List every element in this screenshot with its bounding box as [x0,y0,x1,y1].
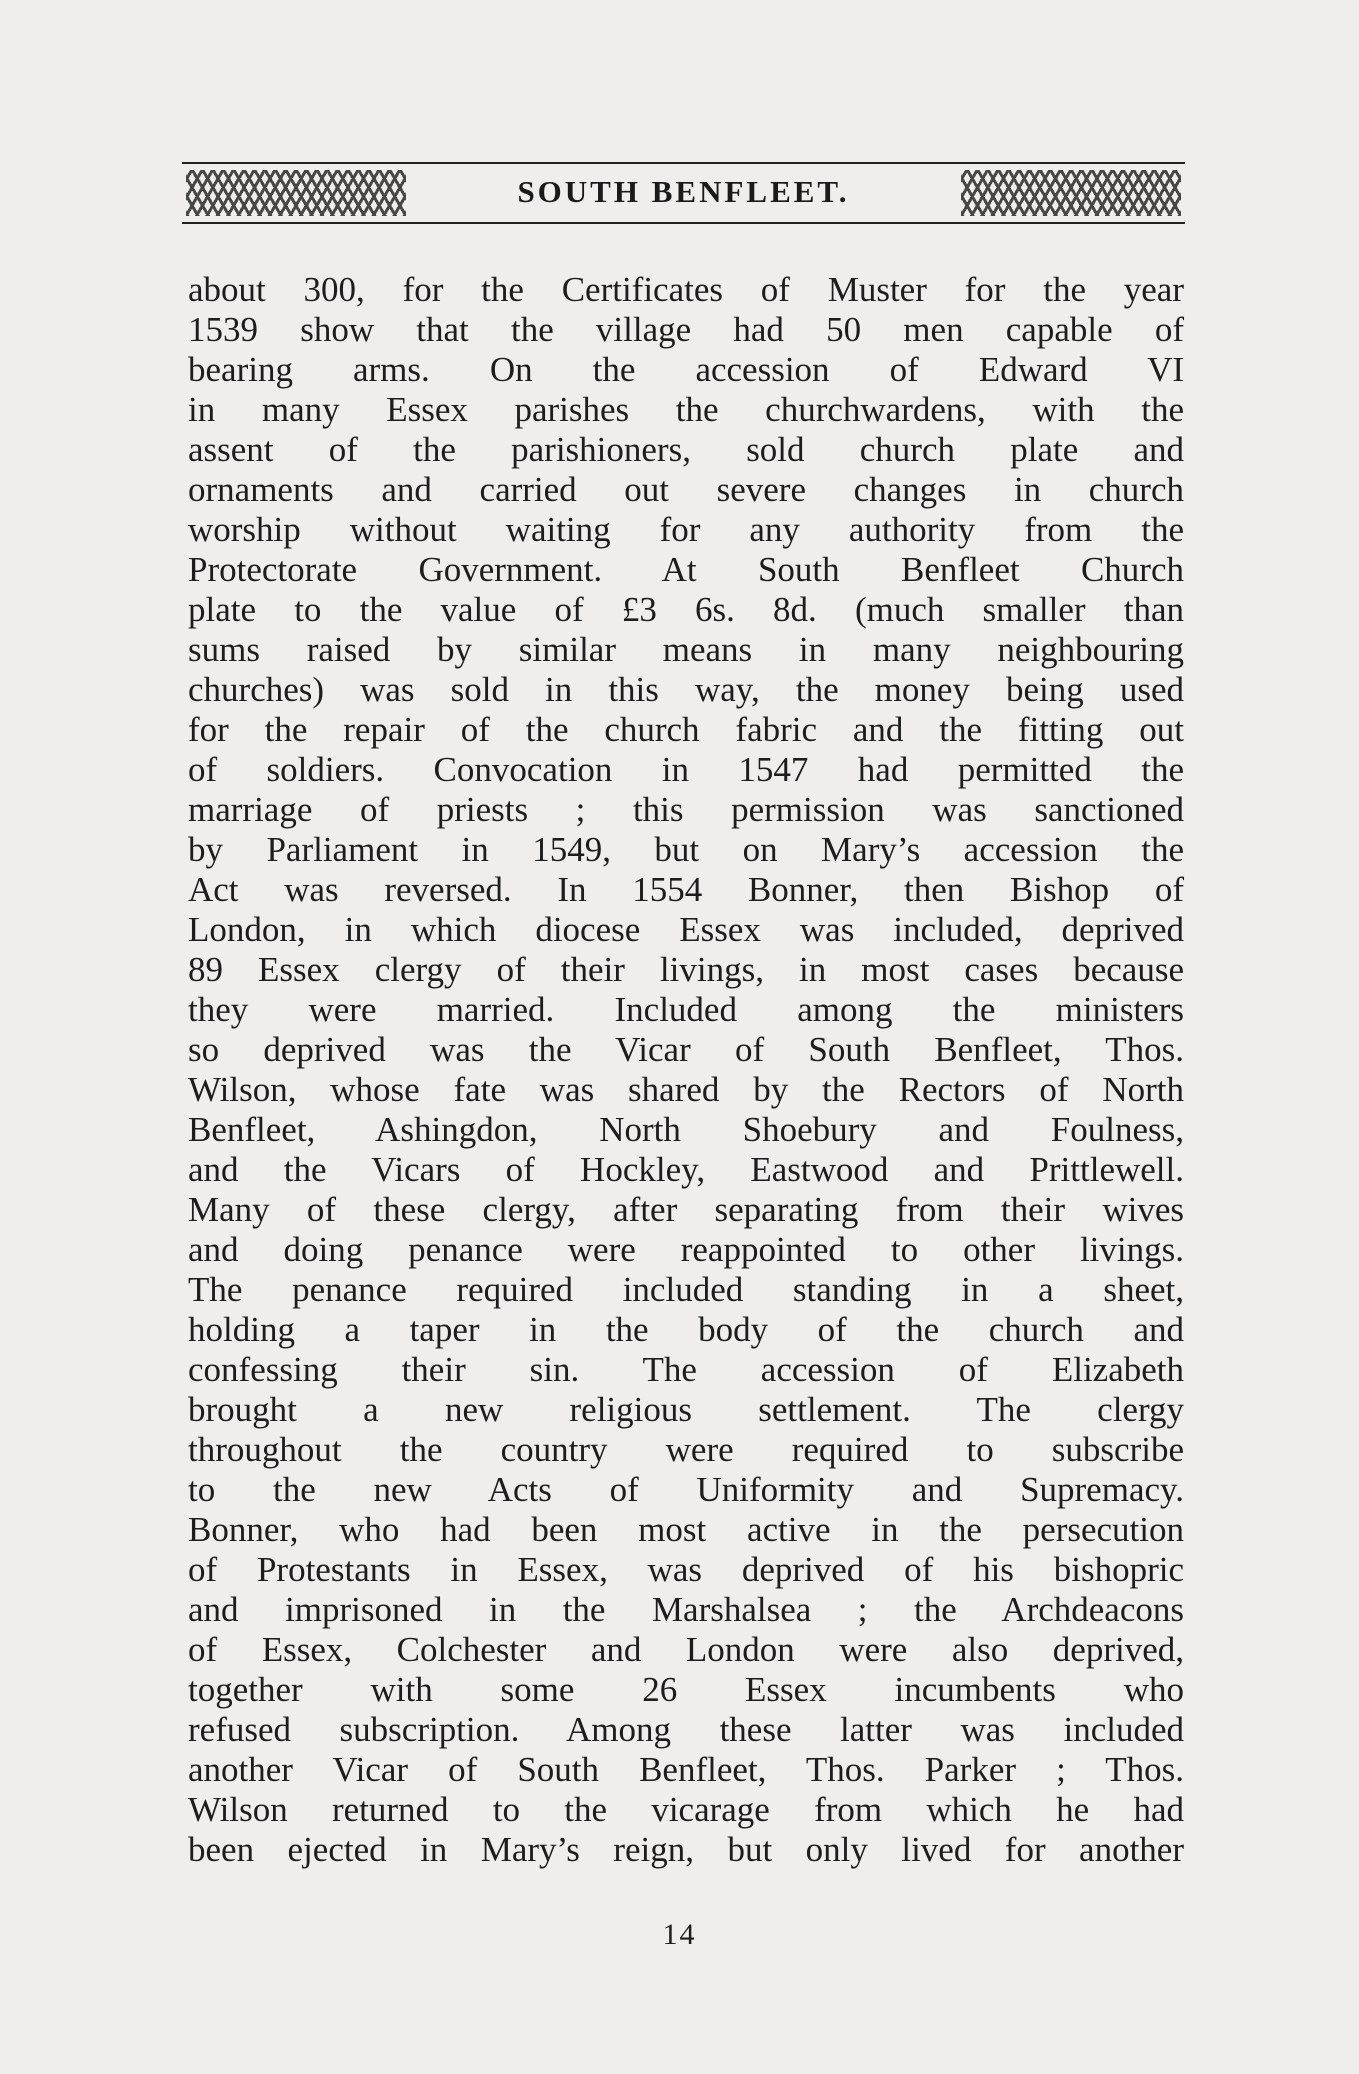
text-line: Wilson returned to the vicarage from which he had [188,1790,1184,1829]
text-line: and the Vicars of Hockley, Eastwood and Prittlewell. [188,1150,1184,1189]
text-line: they were married. Included among the ministers [188,990,1184,1029]
text-line: sums raised by similar means in many neighbouring [188,630,1184,669]
text-line: holding a taper in the body of the church and [188,1310,1184,1349]
text-line: Bonner, who had been most active in the persecution [188,1510,1184,1549]
running-head: SOUTH BENFLEET. [517,174,850,209]
body-text [188,270,1184,1870]
text-line: Wilson, whose fate was shared by the Rectors of North [188,1070,1184,1109]
text-line: about 300, for the Certificates of Muster for the year [188,270,1184,309]
text-line: so deprived was the Vicar of South Benfleet, Thos. [188,1030,1184,1069]
text-line: another Vicar of South Benfleet, Thos. Parker ; Thos. [188,1750,1184,1789]
page-header [182,160,1185,224]
text-line: confessing their sin. The accession of Elizabeth [188,1350,1184,1389]
text-line: ornaments and carried out severe changes in church [188,470,1184,509]
text-line: assent of the parishioners, sold church plate and [188,430,1184,469]
text-line: 1539 show that the village had 50 men capable of [188,310,1184,349]
ornament-right-icon [961,170,1181,216]
text-line: and doing penance were reappointed to other livings. [188,1230,1184,1269]
text-line: marriage of priests ; this permission was sanctioned [188,790,1184,829]
text-line: Many of these clergy, after separating from their wives [188,1190,1184,1229]
text-line: of soldiers. Convocation in 1547 had permitted the [188,750,1184,789]
text-line: of Protestants in Essex, was deprived of his bishopric [188,1550,1184,1589]
text-line: Protectorate Government. At South Benfleet Church [188,550,1184,589]
text-line: Act was reversed. In 1554 Bonner, then Bishop of [188,870,1184,909]
header-bottom-rule [182,222,1185,224]
text-line: The penance required included standing in a sheet, [188,1270,1184,1309]
text-line: been ejected in Mary’s reign, but only lived for another [188,1830,1184,1869]
text-line: for the repair of the church fabric and the fitting out [188,710,1184,749]
text-line: refused subscription. Among these latter was included [188,1710,1184,1749]
text-line: worship without waiting for any authority from the [188,510,1184,549]
text-line: plate to the value of £3 6s. 8d. (much smaller than [188,590,1184,629]
text-line: Benfleet, Ashingdon, North Shoebury and Foulness, [188,1110,1184,1149]
text-line: and imprisoned in the Marshalsea ; the Archdeacons [188,1590,1184,1629]
text-line: in many Essex parishes the churchwardens, with the [188,390,1184,429]
header-top-rule [182,162,1185,164]
text-line: by Parliament in 1549, but on Mary’s accession the [188,830,1184,869]
text-line: of Essex, Colchester and London were also deprived, [188,1630,1184,1669]
page-number: 14 [662,1918,697,1951]
text-line: to the new Acts of Uniformity and Supremacy. [188,1470,1184,1509]
text-line: throughout the country were required to subscribe [188,1430,1184,1469]
text-line: churches) was sold in this way, the money being used [188,670,1184,709]
text-line: brought a new religious settlement. The clergy [188,1390,1184,1429]
text-line: together with some 26 Essex incumbents who [188,1670,1184,1709]
text-line: London, in which diocese Essex was included, deprived [188,910,1184,949]
text-line: bearing arms. On the accession of Edward VI [188,350,1184,389]
text-line: 89 Essex clergy of their livings, in most cases because [188,950,1184,989]
